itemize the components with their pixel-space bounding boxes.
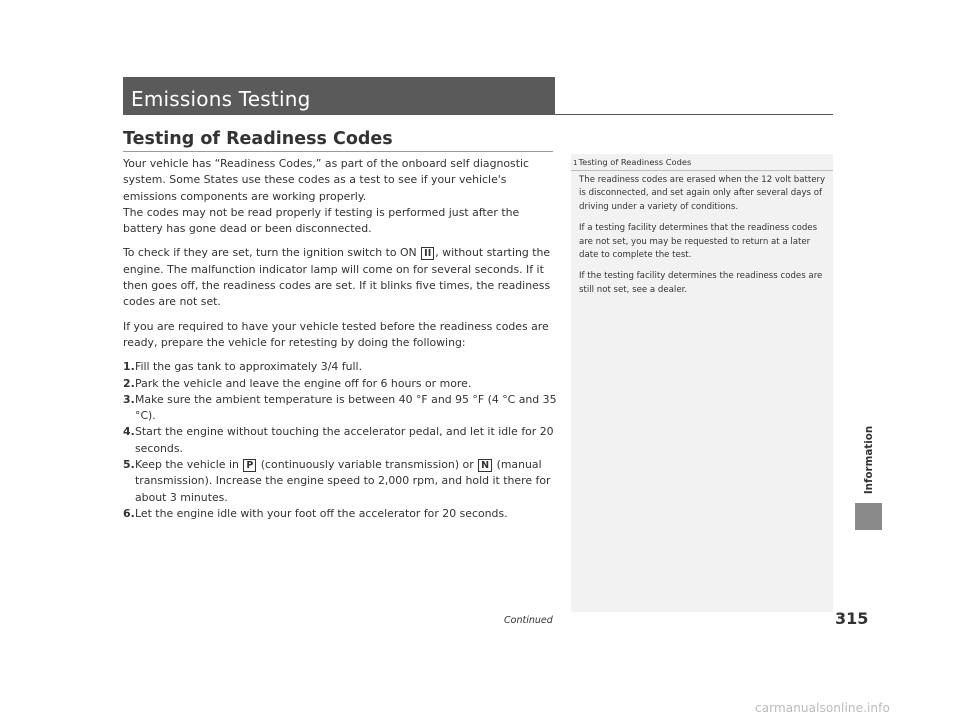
chapter-tab	[855, 503, 882, 530]
sidebar-paragraph: If a testing facility determines that the readiness codes are not set, you may be requested to return at a later date to complete the test.	[579, 223, 818, 261]
sidebar-text	[579, 174, 829, 305]
list-item: 5. Keep the vehicle in P (continuously variable transmission) or N (manual transmission). Increase the engine speed to 2,000 rpm, and hold it there for about 3 minutes.	[123, 458, 551, 504]
chapter-title: Emissions Testing	[131, 87, 311, 111]
list-item: 6. Let the engine idle with your foot off the accelerator for 20 seconds.	[123, 506, 508, 520]
sidebar-heading: 1Testing of Readiness Codes	[573, 157, 692, 167]
neutral-position-key: N	[478, 459, 492, 472]
paragraph-check: To check if they are set, turn the ignition switch to ON II , without starting the engine. The malfunction indicator lamp will come on for several seconds. If it then goes off, the readiness codes are set. If it blinks five times, the readiness codes are not set.	[123, 246, 551, 309]
park-position-key: P	[243, 459, 256, 472]
page-number: 315	[835, 609, 869, 628]
paragraph-retest: If you are required to have your vehicle tested before the readiness codes are ready, prepare the vehicle for retesting by doing the following:	[123, 319, 549, 349]
list-item: 1. Fill the gas tank to approximately 3/4 full.	[123, 360, 363, 374]
list-item: 2. Park the vehicle and leave the engine off for 6 hours or more.	[123, 376, 472, 390]
paragraph-battery: The codes may not be read properly if testing is performed just after the battery has gone dead or been disconnected.	[123, 205, 520, 236]
section-title: Testing of Readiness Codes	[123, 129, 393, 149]
watermark: carmanualsonline.info	[755, 701, 890, 715]
step-list	[123, 359, 557, 522]
list-item: 3. Make sure the ambient temperature is between 40 °F and 95 °F (4 °C and 35 °C).	[123, 392, 557, 423]
main-text	[123, 156, 557, 522]
section-divider	[123, 151, 553, 152]
header-divider	[555, 114, 833, 115]
list-item: 4. Start the engine without touching the accelerator pedal, and let it idle for 20 seconds.	[123, 425, 554, 455]
chapter-tab-label: Information	[862, 425, 875, 495]
sidebar-paragraph: If the testing facility determines the readiness codes are still not set, see a dealer.	[579, 271, 823, 295]
paragraph-intro: Your vehicle has “Readiness Codes,” as part of the onboard self diagnostic system. Some States use these codes as a test to see if your vehicle's emissions components are working properly.	[123, 157, 530, 203]
sidebar-paragraph: The readiness codes are erased when the 12 volt battery is disconnected, and set again only after several days of driving under a variety of conditions.	[579, 175, 826, 212]
reference-marker-icon: 1	[573, 159, 578, 167]
ignition-position-key: II	[421, 247, 434, 260]
continued-label: Continued	[504, 615, 553, 626]
sidebar-divider	[571, 170, 833, 171]
